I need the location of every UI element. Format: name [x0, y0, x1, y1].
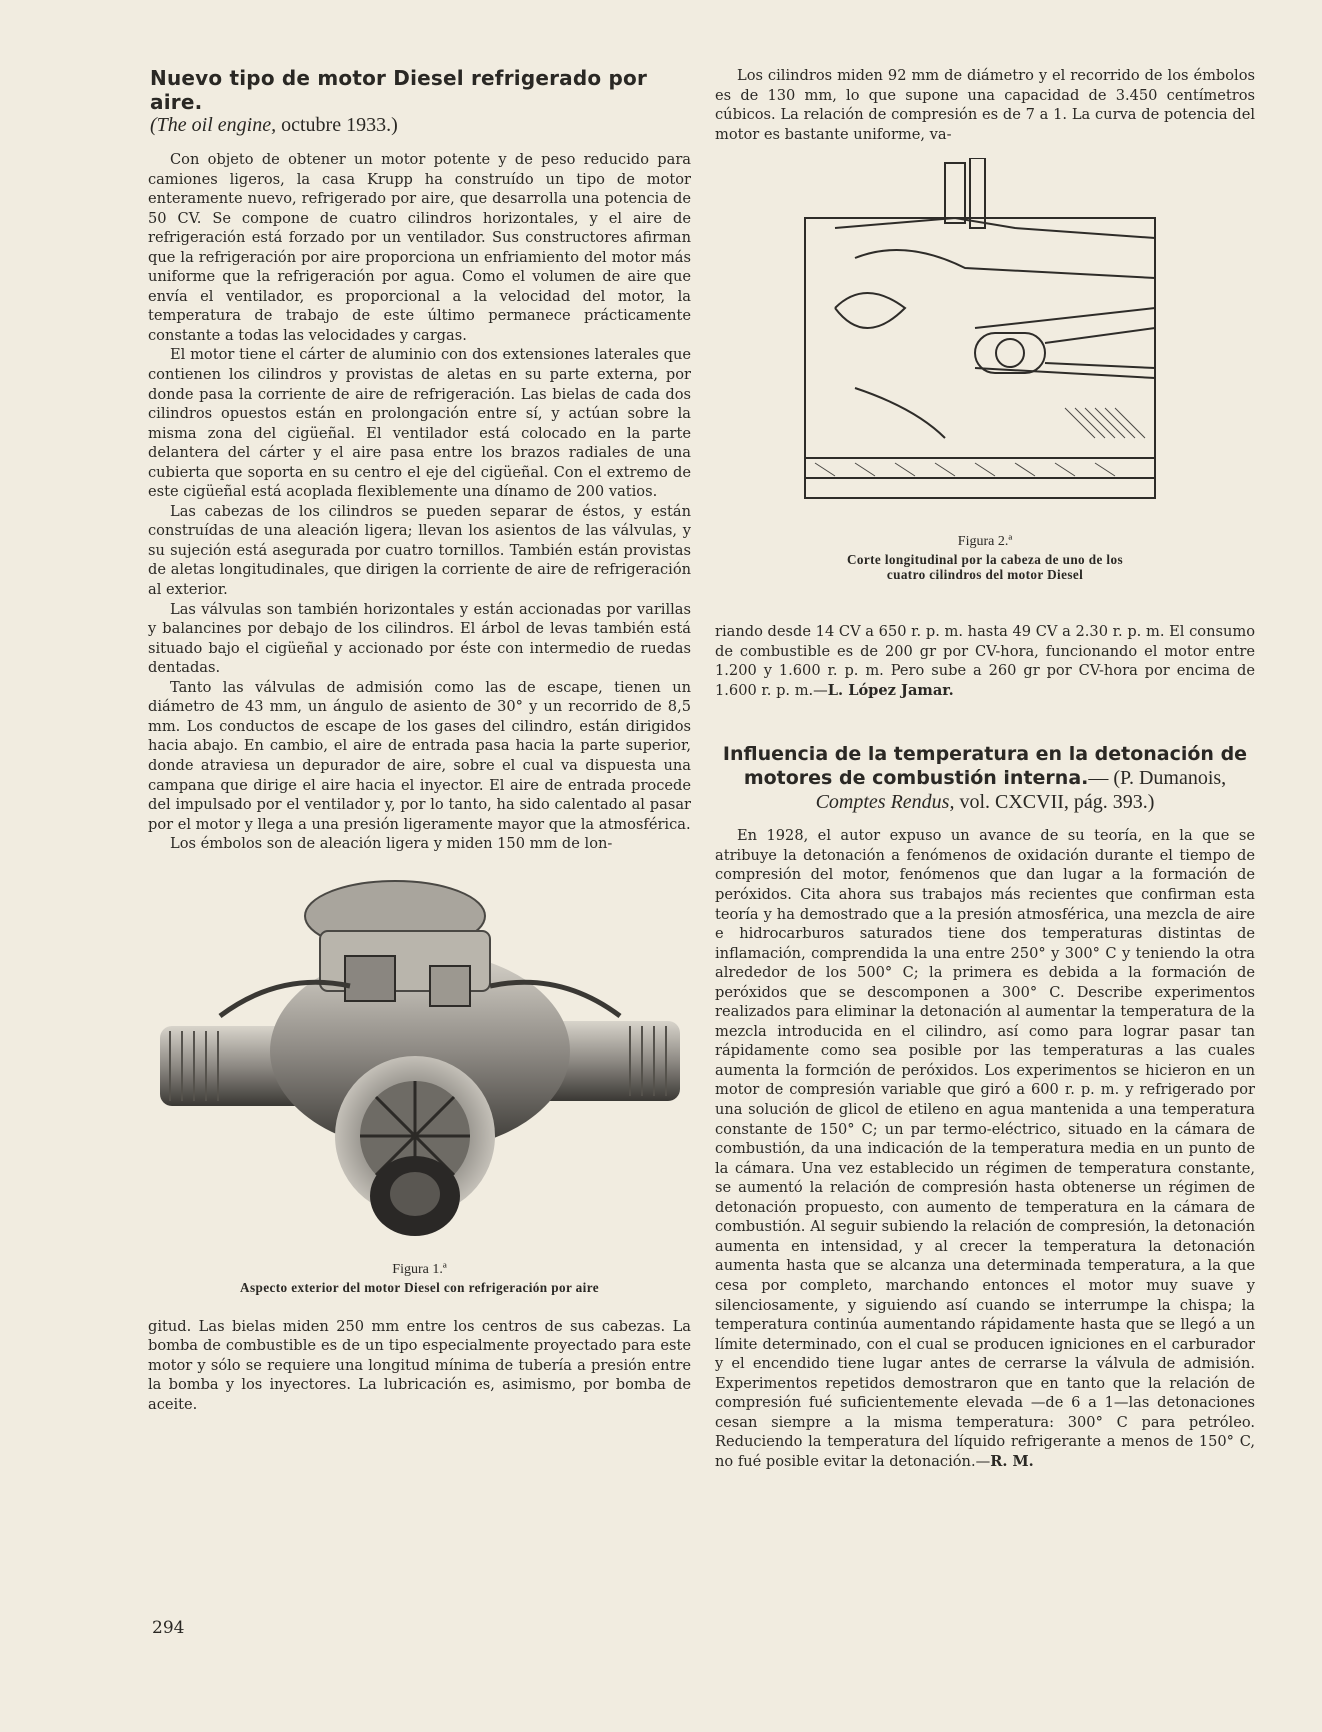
source-date: octubre 1933.): [281, 114, 398, 136]
article-2-body: [715, 826, 1255, 1471]
paragraph-continuation: [715, 622, 1255, 700]
paragraph: El motor tiene el cárter de aluminio con dos extensiones laterales que contienen los cilindros y provistas de aletas en su parte externa, por donde pasa la corriente de aire de refrigeración. Las bielas de cada dos cilindros opuestos están en prolongación entre sí, y actúan sobre la misma zona del cigüeñal. El ventilador está colocado en la parte delantera del cárter y el aire pasa entre los brazos radiales de una cubierta que soporta en su centro el eje del cigüeñal. Con el extremo de este cigüeñal está acoplada flexiblemente una dínamo de 200 vatios.: [148, 346, 691, 501]
source-journal: (The oil engine,: [150, 114, 277, 136]
figure-1: [148, 876, 691, 1295]
page-number: 294: [152, 1618, 185, 1638]
article-2-journal: Comptes Rendus,: [815, 791, 955, 814]
paragraph: Tanto las válvulas de admisión como las de escape, tienen un diámetro de 43 mm, un ángulo de asiento de 30° y un recorrido de 8,5 mm. Los conductos de escape de los gases del cilindro, están dirigidos hacia abajo. En cambio, el aire de entrada pasa hacia la parte superior, donde atraviesa un depurador de aire, sobre el cual va dispuesta una campana que dirige el aire hacia el inyector. El aire de entrada procede del impulsado por el ventilador y, por lo tanto, ha sido calentado al pasar por el motor y llega a una presión ligeramente mayor que la atmosférica.: [148, 678, 691, 833]
article-title: Nuevo tipo de motor Diesel refrigerado por aire.: [150, 66, 648, 114]
paragraph: Las válvulas son también horizontales y están accionadas por varillas y balancines por debajo de los cilindros. El árbol de levas también está situado bajo el cigüeñal y accionado por éste con intermedio de ruedas dentadas.: [148, 600, 691, 677]
figure-2: [715, 158, 1255, 582]
article-2-title-line2: [715, 766, 1255, 790]
paragraph: Las cabezas de los cilindros se pueden separar de éstos, y están construídas de una aleación ligera; llevan los asientos de las válvulas, y su sujeción está asegurada por cuatro tornillos. También están provistas de aletas longitudinales, que dirigen la corriente de aire de refrigeración al exterior.: [148, 502, 691, 599]
article-2-title-line1: Influencia de la temperatura en la detonación de: [722, 743, 1248, 766]
cross-section-drawing: [795, 158, 1175, 528]
author-signature: L. López Jamar.: [827, 681, 954, 699]
article-2-source: [715, 790, 1255, 814]
figure-2-caption-line1: Corte longitudinal por la cabeza de uno de los: [846, 552, 1124, 568]
paragraph: Con objeto de obtener un motor potente y de peso reducido para camiones ligeros, la casa Krupp ha construído un tipo de motor enteramente nuevo, refrigerado por aire, que desarrolla una potencia de 50 CV. Se compone de cuatro cilindros horizontales, y el aire de refrigeración está forzado por un ventilador. Sus constructores afirman que la refrigeración por aire proporciona un enfriamiento del motor más uniforme que la refrigeración por agua. Como el volumen de aire que envía el ventilador, es proporcional a la velocidad del motor, la temperatura de trabajo de este último permanece prácticamente constante a todas las velocidades y cargas.: [148, 151, 691, 344]
paragraph: Los cilindros miden 92 mm de diámetro y el recorrido de los émbolos es de 130 mm, lo que supone una capacidad de 3.450 centímetros cúbicos. La relación de compresión es de 7 a 1. La curva de potencia del motor es bastante uniforme, va-: [715, 67, 1255, 143]
continuation-text: riando desde 14 CV a 650 r. p. m. hasta 49 CV a 2.30 r. p. m. El consumo de combustible es de 200 gr por CV-hora, funcionando el motor entre 1.200 y 1.600 r. p. m. Pero sube a 260 gr por CV-hora por encima de 1.600 r. p. m.—: [715, 623, 1255, 699]
article-source: [150, 114, 691, 136]
article-2-author: — (P. Dumanois,: [1088, 767, 1227, 790]
right-column: [715, 66, 1255, 1471]
article-2-title-text: motores de combustión interna.: [743, 767, 1089, 790]
paragraph: Los émbolos son de aleación ligera y miden 150 mm de lon-: [170, 835, 613, 853]
engine-photo: [160, 876, 680, 1256]
paragraph-continuation: gitud. Las bielas miden 250 mm entre los centros de sus cabezas. La bomba de combustible es de un tipo especialmente proyectado para este motor y sólo se requiere una longitud mínima de tubería a presión entre la bomba y los inyectores. La lubricación es, asimismo, por bomba de aceite.: [148, 1317, 691, 1413]
left-column: [148, 66, 691, 1414]
article-2-signature: R. M.: [990, 1452, 1034, 1470]
figure-1-label: Figura 1.ª: [392, 1261, 447, 1277]
figure-1-caption: Aspecto exterior del motor Diesel con refrigeración por aire: [240, 1279, 599, 1295]
figure-2-caption-line2: cuatro cilindros del motor Diesel: [886, 567, 1084, 583]
article-2-ref: vol. CXCVII, pág. 393.): [959, 791, 1155, 814]
figure-2-label: Figura 2.ª: [957, 534, 1013, 550]
article-2-text: En 1928, el autor expuso un avance de su teoría, en la que se atribuye la detonación a fenómenos de oxidación durante el tiempo de compresión del motor, fenómenos que dan lugar a la formación de peróxidos. Cita ahora sus trabajos más recientes que confirman esta teoría y ha demostrado que a la presión atmosférica, una mezcla de aire e hidrocarburos saturados tiene dos temperaturas distintas de inflamación, comprendida la una entre 250° y 300° C y teniendo la otra alrededor de los 500° C; la primera es debida a la formación de peróxidos que se descomponen a 300° C. Describe experimentos realizados para eliminar la detonación al aumentar la temperatura de la mezcla introducida en el cilindro, así como para lograr pasar tan rápidamente como sea posible por las temperaturas a las cuales aumenta la formción de peróxidos. Los experimentos se hicieron en un motor de compresión variable que giró a 600 r. p. m. y refrigerado por una solución de glicol de etileno en agua mantenida a una temperatura constante de 150° C; un par termo-eléctrico, situado en la cámara de combustión, da una indicación de la temperatura media en un punto de la cámara. Una vez establecido un régimen de temperatura constante, se aumentó la relación de compresión hasta obtenerse un régimen de detonación propuesto, con aumento de temperatura en la cámara de combustión. Al seguir subiendo la relación de compresión, la detonación aumenta en intensidad, y al crecer la temperatura la detonación aumenta hasta que se alcanza una determinada temperatura, a la que cesa por completo, marchando entonces el motor muy suave y silenciosamente, y siguiendo así cuando se interrumpe la chispa; la temperatura continúa aumentando rápidamente hasta que se llegó a un límite determinado, con el cual se producen igniciones en el carburador y el encendido tiene lugar antes de cerrarse la válvula de admisión. Experimentos repetidos demostraron que en tanto que la relación de compresión fué suficientemente elevada —de 6 a 1—las detonaciones cesan siempre a la misma temperatura: 300° C para petróleo. Reduciendo la temperatura del líquido refrigerante a menos de 150° C, no fué posible evitar la detonación.—: [715, 827, 1255, 1470]
article-2-heading: [715, 742, 1255, 814]
